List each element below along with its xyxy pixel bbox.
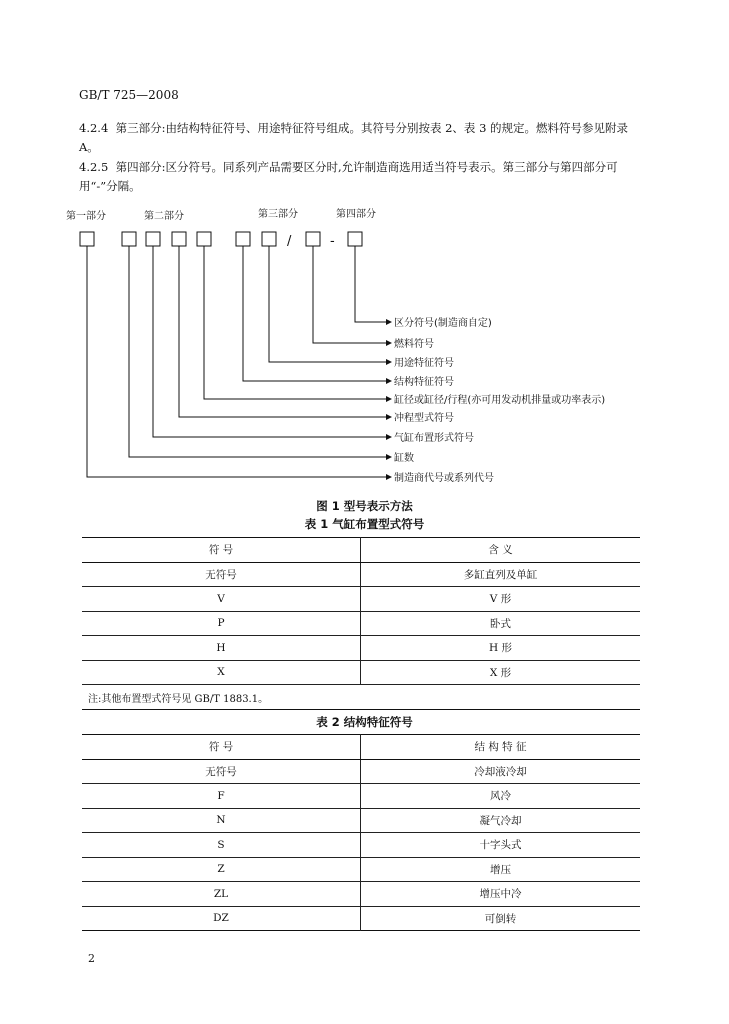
cell-symbol: X [82, 660, 361, 685]
callout-fuel: 燃料符号 [394, 339, 434, 350]
table-row [82, 906, 640, 931]
clause-4-2-5 [79, 158, 649, 196]
table-row [82, 759, 640, 784]
cell-feature: 凝气冷却 [361, 808, 641, 833]
table-note: 注:其他布置型式符号见 GB/T 1883.1。 [82, 685, 640, 710]
table-row [82, 611, 640, 636]
header-feature: 结 构 特 征 [361, 735, 641, 760]
separator-slash: / [287, 234, 292, 249]
label-part2: 第二部分 [144, 211, 184, 222]
clause-text: 第四部分:区分符号。同系列产品需要区分时,允许制造商选用适当符号表示。第三部分与第四部分可用“-”分隔。 [79, 160, 618, 193]
page-number: 2 [88, 952, 95, 965]
box-distinction [348, 232, 362, 246]
table1 [82, 537, 640, 710]
table-row [82, 562, 640, 587]
box-stroke [172, 232, 186, 246]
table-header-row [82, 735, 640, 760]
cell-symbol: F [82, 784, 361, 809]
cell-symbol: V [82, 587, 361, 612]
table-row [82, 587, 640, 612]
cell-meaning: V 形 [361, 587, 641, 612]
clause-4-2-4 [79, 119, 649, 157]
table-row [82, 808, 640, 833]
model-designation-figure [0, 200, 729, 500]
cell-meaning: 卧式 [361, 611, 641, 636]
table2 [82, 734, 640, 931]
separator-dash: - [330, 234, 335, 249]
table1-caption: 表 1 气缸布置型式符号 [304, 517, 425, 531]
cell-feature: 可倒转 [361, 906, 641, 931]
table-header-row [82, 538, 640, 563]
table-row [82, 636, 640, 661]
cell-symbol: S [82, 833, 361, 858]
header-meaning: 含 义 [361, 538, 641, 563]
callout-arrangement: 气缸布置形式符号 [394, 433, 474, 444]
cell-meaning: 多缸直列及单缸 [361, 562, 641, 587]
header-symbol: 符 号 [82, 735, 361, 760]
callout-distinction: 区分符号(制造商自定) [394, 318, 492, 329]
table-row [82, 857, 640, 882]
cell-symbol: Z [82, 857, 361, 882]
cell-feature: 风冷 [361, 784, 641, 809]
clause-number: 4.2.4 [79, 121, 109, 135]
label-part3: 第三部分 [258, 209, 298, 220]
table2-caption: 表 2 结构特征符号 [316, 715, 413, 729]
clause-text: 第三部分:由结构特征符号、用途特征符号组成。其符号分别按表 2、表 3 的规定。燃料符号参见附录 A。 [79, 121, 629, 154]
callout-stroke: 冲程型式符号 [394, 413, 454, 424]
cell-meaning: X 形 [361, 660, 641, 685]
table-row [82, 882, 640, 907]
table-row [82, 660, 640, 685]
label-part4: 第四部分 [336, 209, 376, 220]
table-note-row [82, 685, 640, 710]
callout-manufacturer: 制造商代号或系列代号 [394, 473, 494, 484]
box-fuel [306, 232, 320, 246]
cell-meaning: H 形 [361, 636, 641, 661]
box-arrangement [146, 232, 160, 246]
cell-feature: 十字头式 [361, 833, 641, 858]
box-structure [236, 232, 250, 246]
cell-symbol: 无符号 [82, 562, 361, 587]
figure-caption: 图 1 型号表示方法 [316, 499, 413, 513]
cell-feature: 增压 [361, 857, 641, 882]
box-cylinders [122, 232, 136, 246]
label-part1: 第一部分 [66, 211, 106, 222]
cell-symbol: 无符号 [82, 759, 361, 784]
callout-bore: 缸径或缸径/行程(亦可用发动机排量或功率表示) [394, 395, 606, 406]
cell-symbol: N [82, 808, 361, 833]
callout-cylinders: 缸数 [394, 453, 414, 464]
cell-symbol: DZ [82, 906, 361, 931]
table-row [82, 784, 640, 809]
page-header: GB/T 725—2008 [79, 88, 179, 102]
cell-symbol: H [82, 636, 361, 661]
box-part1 [80, 232, 94, 246]
callout-structure: 结构特征符号 [394, 377, 454, 388]
clause-number: 4.2.5 [79, 160, 109, 174]
header-symbol: 符 号 [82, 538, 361, 563]
cell-symbol: ZL [82, 882, 361, 907]
box-usage [262, 232, 276, 246]
cell-symbol: P [82, 611, 361, 636]
cell-feature: 冷却液冷却 [361, 759, 641, 784]
box-bore [197, 232, 211, 246]
table-row [82, 833, 640, 858]
callout-usage: 用途特征符号 [394, 358, 454, 369]
cell-feature: 增压中冷 [361, 882, 641, 907]
